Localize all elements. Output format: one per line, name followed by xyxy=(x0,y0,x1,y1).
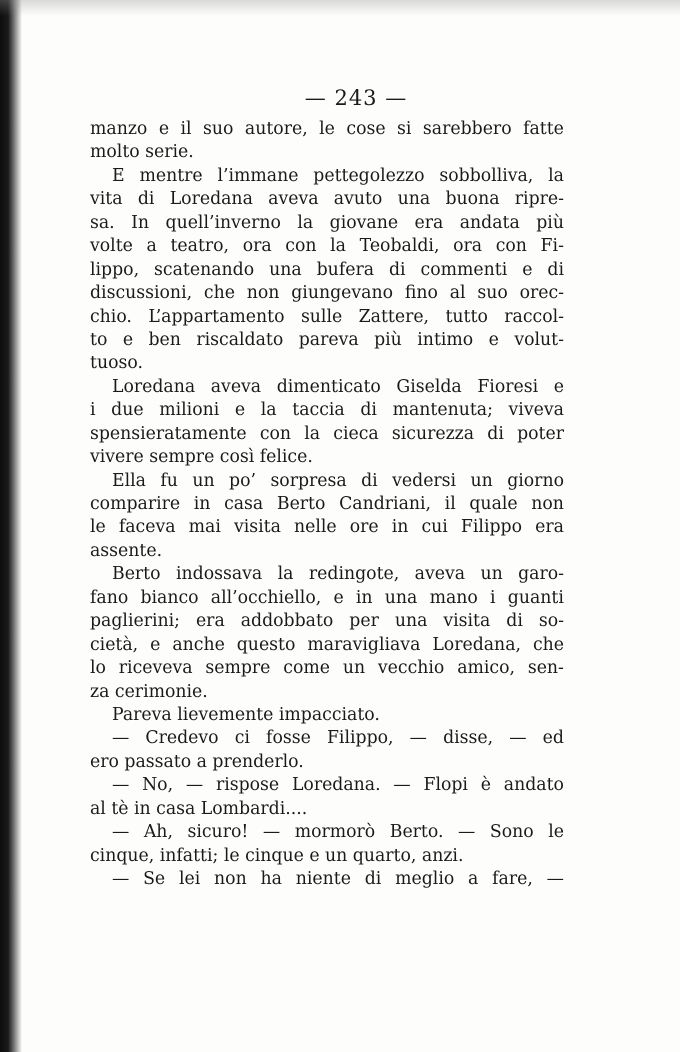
text-line: molto serie. xyxy=(90,142,194,163)
text-line: Berto indossava la redingote, aveva un garo- xyxy=(112,564,564,585)
text-line: assente. xyxy=(90,540,163,561)
text-line: manzo e il suo autore, le cose si sarebbero fatte xyxy=(90,119,564,139)
text-line: cietà, e anche questo maravigliava Loredana, che xyxy=(90,634,564,655)
text-line: i due milioni e la taccia di mantenuta; viveva xyxy=(90,400,564,421)
text-line: volte a teatro, ora con la Teobaldi, ora con Fi- xyxy=(90,236,564,257)
text-line: discussioni, che non giungevano fino al suo orec- xyxy=(90,283,564,304)
text-line: spensieratamente con la cieca sicurezza di poter xyxy=(90,423,564,444)
text-line: ero passato a prenderlo. xyxy=(90,751,304,772)
text-line: — Credevo ci fosse Filippo, — disse, — ed xyxy=(112,728,564,749)
text-line: comparire in casa Berto Candriani, il quale non xyxy=(90,494,564,514)
page-number: — 243 — xyxy=(304,86,408,110)
text-line: za cerimonie. xyxy=(90,681,208,702)
text-line: al tè in casa Lombardi.... xyxy=(90,798,308,819)
text-line: paglierini; era addobbato per una visita di so- xyxy=(90,611,564,632)
text-line: E mentre l’immane pettegolezzo sobbolliva, la xyxy=(112,165,564,186)
text-line: vivere sempre così felice. xyxy=(90,447,313,468)
text-line: tuoso. xyxy=(90,353,143,374)
text-line: — Ah, sicuro! — mormorò Berto. — Sono le xyxy=(112,822,564,843)
body-text xyxy=(90,118,564,891)
text-line: fano bianco all’occhiello, e in una mano i guanti xyxy=(90,587,564,608)
binding-shadow xyxy=(0,0,22,1052)
text-line: vita di Loredana aveva avuto una buona ripre- xyxy=(90,189,564,210)
text-line: — No, — rispose Loredana. — Flopi è andato xyxy=(112,775,564,796)
text-line: to e ben riscaldato pareva più intimo e volut- xyxy=(90,329,564,350)
text-line: le faceva mai visita nelle ore in cui Filippo era xyxy=(90,517,564,538)
text-line: sa. In quell’inverno la giovane era andata più xyxy=(90,212,564,233)
text-line: chio. L’appartamento sulle Zattere, tutto raccol- xyxy=(90,306,564,327)
text-line: Loredana aveva dimenticato Giselda Fioresi e xyxy=(112,376,564,397)
text-line: lo riceveva sempre come un vecchio amico, sen- xyxy=(90,658,564,679)
text-line: Ella fu un po’ sorpresa di vedersi un giorno xyxy=(112,470,564,491)
text-line: cinque, infatti; le cinque e un quarto, anzi. xyxy=(90,845,464,866)
text-line: Pareva lievemente impacciato. xyxy=(112,704,380,725)
page-top-edge xyxy=(0,0,680,16)
text-line: — Se lei non ha niente di meglio a fare, — xyxy=(112,869,564,889)
text-line: lippo, scatenando una bufera di commenti e di xyxy=(90,259,564,280)
